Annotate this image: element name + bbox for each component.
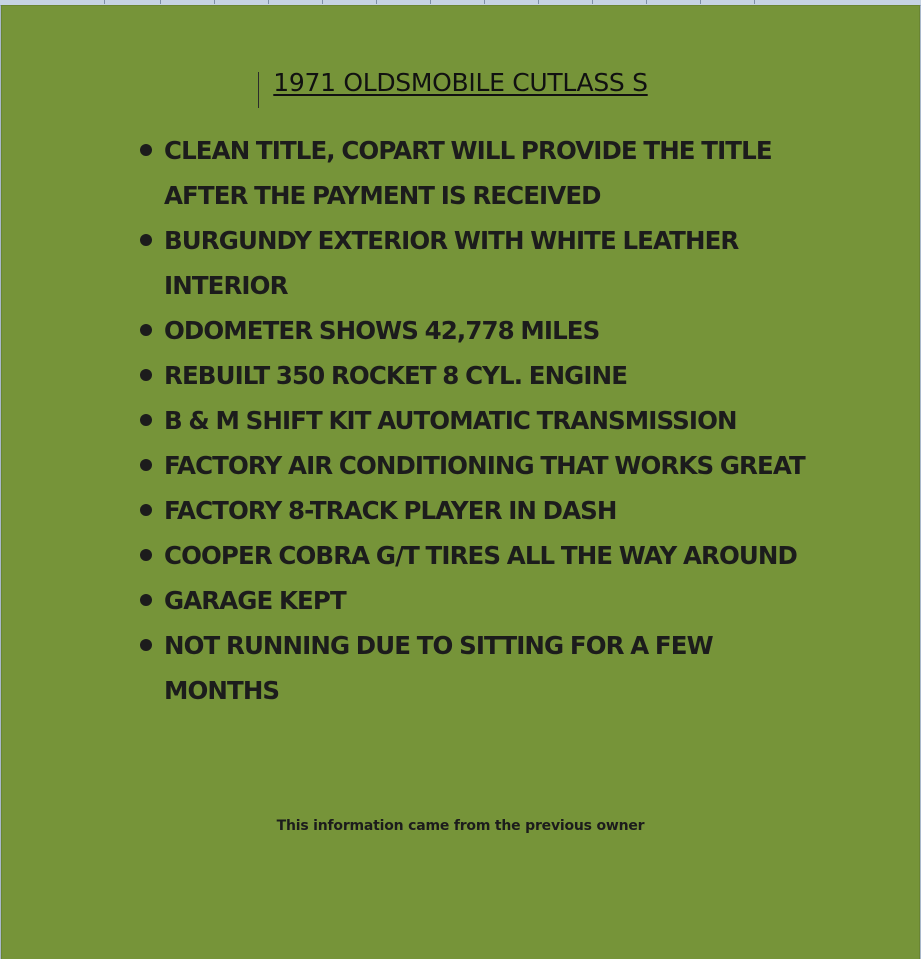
list-item [136,623,806,713]
bullet-icon [140,369,152,381]
bullet-icon [140,459,152,471]
ruler-tick [430,0,431,4]
list-item-text: FACTORY AIR CONDITIONING THAT WORKS GREAT [164,451,805,480]
list-item [136,308,806,353]
bullet-icon [140,504,152,516]
bullet-icon [140,639,152,651]
document-page[interactable] [2,6,919,959]
ruler-tick [104,0,105,4]
bullet-icon [140,144,152,156]
list-item-text: CLEAN TITLE, COPART WILL PROVIDE THE TITLE AFTER THE PAYMENT IS RECEIVED [164,136,772,210]
ruler-tick [700,0,701,4]
bullet-icon [140,594,152,606]
list-item [136,218,806,308]
feature-list [136,128,806,713]
footnote: This information came from the previous owner [276,818,645,834]
ruler-tick [376,0,377,4]
list-item-text: BURGUNDY EXTERIOR WITH WHITE LEATHER INTERIOR [164,226,739,300]
ruler-tick [592,0,593,4]
list-item-text: B & M SHIFT KIT AUTOMATIC TRANSMISSION [164,406,737,435]
list-item-text: FACTORY 8-TRACK PLAYER IN DASH [164,496,617,525]
document-title: 1971 OLDSMOBILE CUTLASS S [273,68,648,97]
ruler-tick [160,0,161,4]
ruler-tick [322,0,323,4]
list-item [136,578,806,623]
list-item [136,488,806,533]
list-item [136,128,806,218]
bullet-icon [140,414,152,426]
list-item-text: NOT RUNNING DUE TO SITTING FOR A FEW MONTHS [164,631,713,705]
ruler-tick [646,0,647,4]
list-item-text: ODOMETER SHOWS 42,778 MILES [164,316,600,345]
list-item [136,353,806,398]
list-item-text: REBUILT 350 ROCKET 8 CYL. ENGINE [164,361,628,390]
list-item-text: COOPER COBRA G/T TIRES ALL THE WAY AROUND [164,541,797,570]
ruler-tick [538,0,539,4]
bullet-icon [140,324,152,336]
list-item [136,398,806,443]
ruler-tick [214,0,215,4]
bullet-icon [140,234,152,246]
ruler-tick [754,0,755,4]
list-item [136,533,806,578]
bullet-icon [140,549,152,561]
list-item [136,443,806,488]
ruler-tick [268,0,269,4]
ruler-tick [484,0,485,4]
list-item-text: GARAGE KEPT [164,586,346,615]
